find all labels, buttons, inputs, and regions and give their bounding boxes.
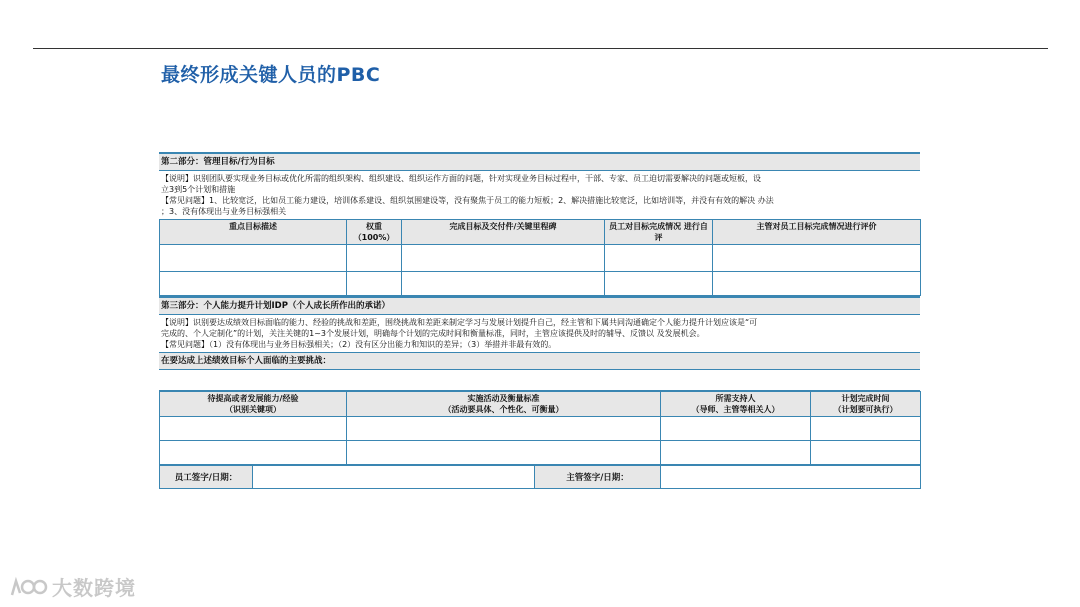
- col-activities-sub: （活动要具体、个性化、可衡量）: [443, 405, 564, 414]
- table-cell[interactable]: [713, 272, 921, 296]
- col-support-sub: （导师、主管等相关人）: [691, 405, 780, 414]
- part3-note-line2: 完成的、个人定制化”的计划，关注关键的1~3个发展计划，明确每个计划的完成时间和衡量标准，同时，主管应该提供及时的辅导、反馈以 及发展机会。: [161, 329, 705, 338]
- table-cell[interactable]: [605, 272, 713, 296]
- col-weight: 权重（100%）: [347, 220, 402, 245]
- col-goal-description: 重点目标描述: [160, 220, 347, 245]
- table-cell[interactable]: [347, 272, 402, 296]
- part2-note: [159, 171, 920, 219]
- manager-sign-field[interactable]: [661, 466, 921, 489]
- col-deadline-main: 计划完成时间: [841, 394, 890, 403]
- table-cell[interactable]: [713, 245, 921, 272]
- col-deadline-sub: （计划要可执行）: [833, 405, 898, 414]
- col-support-main: 所需支持人: [715, 394, 756, 403]
- table-cell[interactable]: [160, 272, 347, 296]
- signature-table: [159, 465, 921, 489]
- col-self-review: 员工对目标完成情况 进行自评: [605, 220, 713, 245]
- part3-table: [159, 391, 921, 465]
- part2-table: [159, 219, 921, 296]
- col-support: [661, 392, 811, 417]
- watermark-text: 大数跨境: [52, 576, 136, 600]
- table-cell[interactable]: [661, 441, 811, 465]
- table-cell[interactable]: [661, 417, 811, 441]
- table-row: [160, 417, 921, 441]
- top-divider: [33, 48, 1048, 49]
- col-activities: [347, 392, 661, 417]
- col-ability-main: 待提高或者发展能力/经验: [207, 394, 299, 403]
- col-activities-main: 实施活动及衡量标准: [467, 394, 540, 403]
- table-cell[interactable]: [402, 245, 605, 272]
- table-cell[interactable]: [160, 441, 347, 465]
- part2-issue-line1: 【常见问题】1、比较宽泛，比如员工能力建设，培训体系建设、组织氛围建设等，没有聚焦于员工的能力短板；2、解决措施比较宽泛，比如培训等，并没有有效的解决 办法: [161, 196, 774, 205]
- table-cell[interactable]: [160, 417, 347, 441]
- manager-sign-label: 主管签字/日期：: [535, 466, 661, 489]
- table-cell[interactable]: [811, 417, 921, 441]
- table-cell[interactable]: [347, 245, 402, 272]
- table-cell[interactable]: [605, 245, 713, 272]
- table-row: [160, 441, 921, 465]
- part3-note-line1: 【说明】识别要达成绩效目标面临的能力、经验的挑战和差距，围绕挑战和差距来制定学习与发展计划提升自己，经主管和下属共同沟通确定个人能力提升计划应该是“可: [161, 318, 758, 327]
- part3-issue-line: 【常见问题】（1）没有体现出与业务目标强相关；（2）没有区分出能力和知识的差异；（3）举措并非最有效的。: [161, 340, 557, 349]
- page-title: 最终形成关键人员的PBC: [161, 64, 381, 86]
- table-cell[interactable]: [402, 272, 605, 296]
- table-cell[interactable]: [347, 417, 661, 441]
- part3-heading: 第三部分：个人能力提升计划IDP（个人成长所作出的承诺）: [159, 296, 920, 315]
- col-deliverables: 完成目标及交付件/关键里程碑: [402, 220, 605, 245]
- challenge-label: 在要达成上述绩效目标个人面临的主要挑战：: [159, 352, 920, 370]
- part2-issue-line2: ；3、没有体现出与业务目标强相关: [161, 207, 287, 216]
- watermark-logo-icon: [8, 575, 48, 599]
- table-row: [160, 245, 921, 272]
- part2-note-line1: 【说明】识别团队要实现业务目标或优化所需的组织架构、组织建设、组织运作方面的问题，针对实现业务目标过程中，干部、专家、员工迫切需要解决的问题或短板，设: [161, 174, 761, 183]
- table-cell[interactable]: [811, 441, 921, 465]
- table-row: [160, 272, 921, 296]
- part2-heading: 第二部分：管理目标/行为目标: [159, 152, 920, 171]
- table-cell[interactable]: [160, 245, 347, 272]
- col-ability-sub: （识别关键项）: [225, 405, 281, 414]
- part3-note: [159, 315, 920, 352]
- pbc-form: [159, 152, 920, 489]
- col-manager-review: 主管对员工目标完成情况进行评价: [713, 220, 921, 245]
- part2-note-line2: 立3到5个计划和措施: [161, 185, 236, 194]
- col-ability: [160, 392, 347, 417]
- col-deadline: [811, 392, 921, 417]
- watermark: [8, 572, 136, 601]
- challenge-field[interactable]: [159, 370, 920, 391]
- table-cell[interactable]: [347, 441, 661, 465]
- employee-sign-field[interactable]: [253, 466, 535, 489]
- employee-sign-label: 员工签字/日期：: [160, 466, 253, 489]
